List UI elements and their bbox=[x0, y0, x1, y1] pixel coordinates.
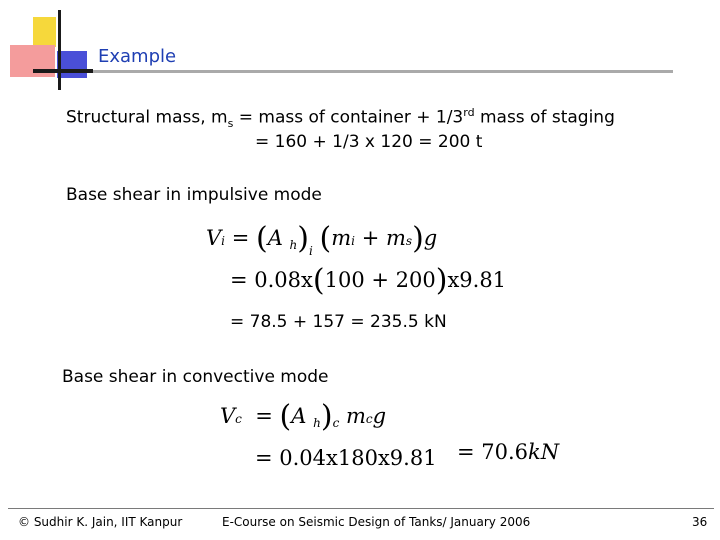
structural-mass-line1: Structural mass, $m_s$ = mass of container + 1/3rd mass of staging bbox=[66, 106, 615, 131]
convective-result: = 70.6kN bbox=[457, 440, 560, 464]
footer-course: E-Course on Seismic Design of Tanks/ January 2006 bbox=[222, 515, 531, 529]
logo-vertical-bar bbox=[58, 10, 61, 90]
impulsive-result: = 78.5 + 157 = 235.5 kN bbox=[230, 312, 447, 332]
title-underline bbox=[33, 70, 673, 73]
page-number: 36 bbox=[692, 515, 708, 529]
footer-author: © Sudhir K. Jain, IIT Kanpur bbox=[18, 515, 183, 529]
slide-title: Example bbox=[98, 46, 177, 67]
structural-mass-line2: = 160 + 1/3 x 120 = 200 t bbox=[255, 132, 483, 152]
convective-formula: Vc = (A h)c mcg bbox=[220, 399, 387, 434]
impulsive-formula: Vi = (A $h)_i$ (mi + ms)g bbox=[206, 221, 438, 258]
logo-blue-square bbox=[57, 51, 87, 78]
convective-substitution: = 0.04x180x9.81 bbox=[255, 446, 437, 470]
footer-divider bbox=[8, 508, 714, 509]
impulsive-heading: Base shear in impulsive mode bbox=[66, 185, 322, 205]
logo-horizontal-bar bbox=[33, 69, 93, 73]
logo-yellow-square bbox=[33, 17, 56, 47]
impulsive-substitution: = 0.08x(100 + 200)x9.81 bbox=[230, 263, 507, 298]
convective-heading: Base shear in convective mode bbox=[62, 367, 329, 387]
